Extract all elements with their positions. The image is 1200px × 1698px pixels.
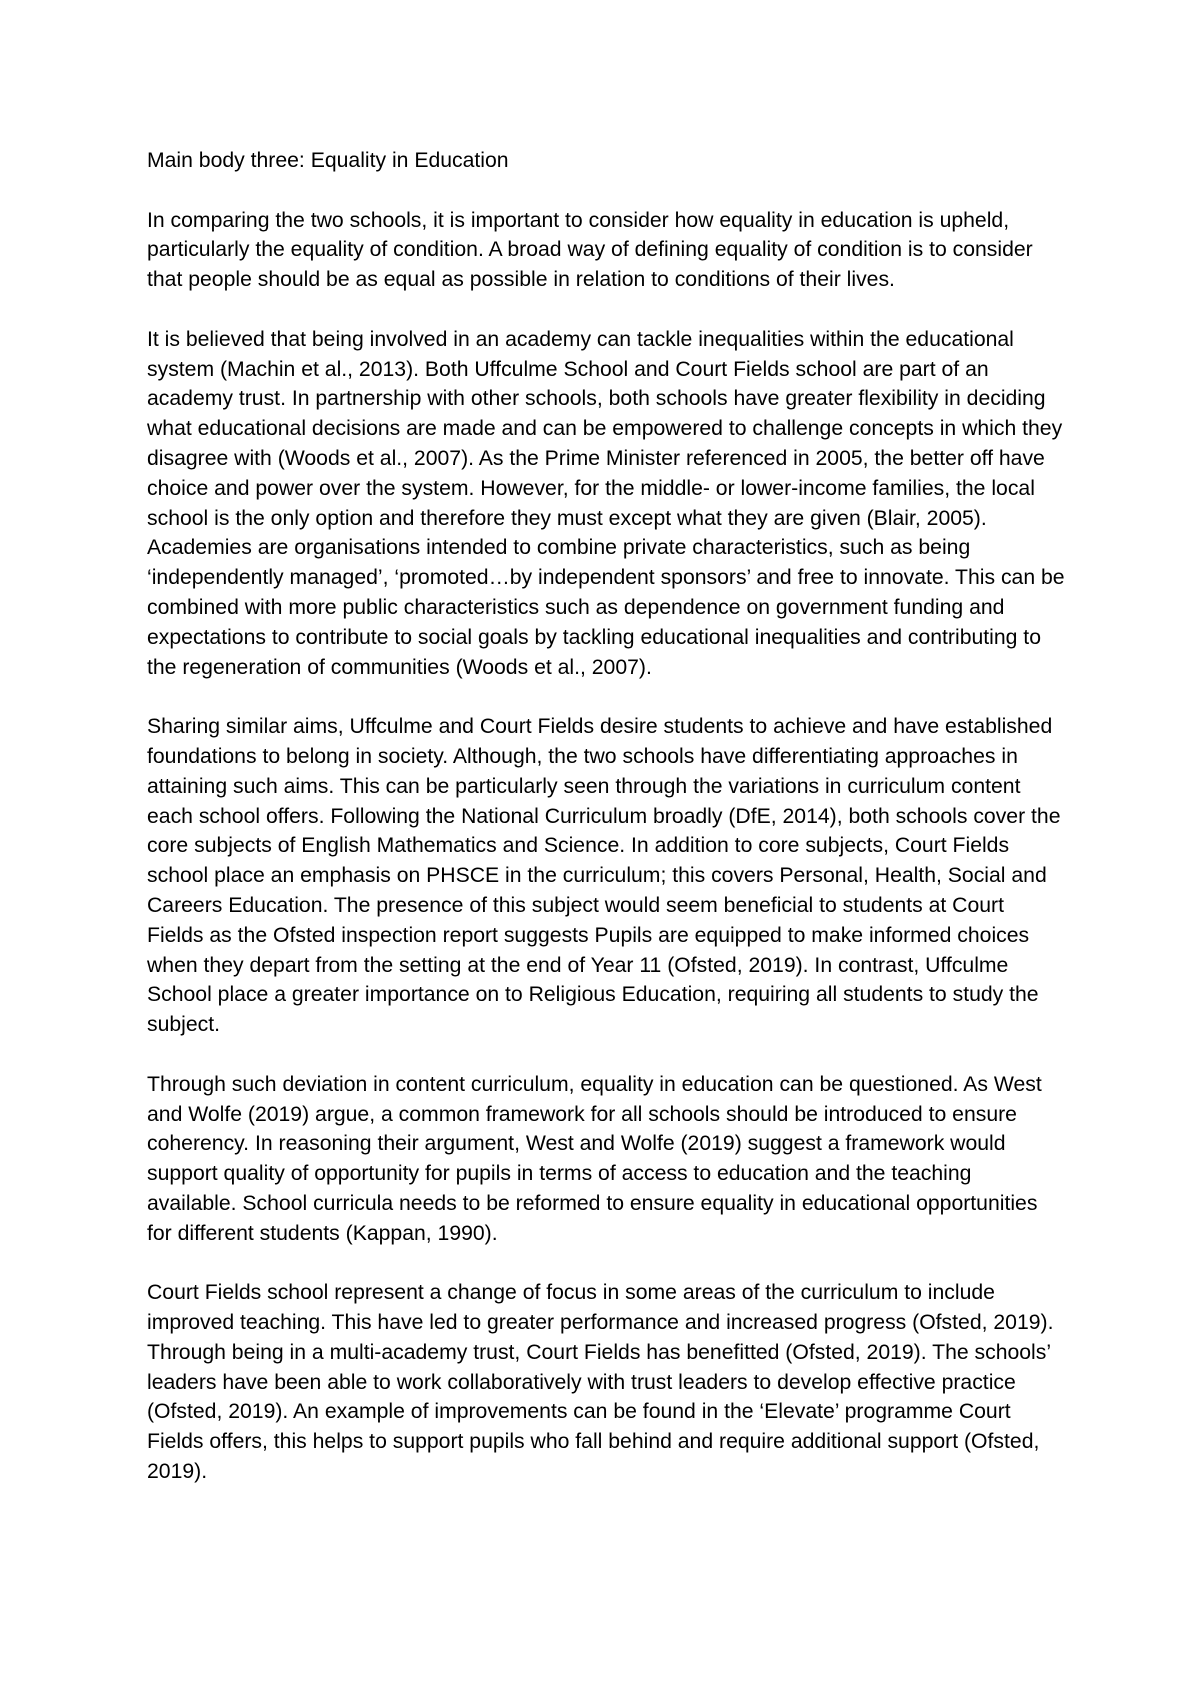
document-body: [147, 146, 1065, 1487]
paragraph-curriculum-content: Sharing similar aims, Uffculme and Court Fields desire students to achieve and have established foundations to belong in society. Although, the two schools have differentiating approaches in attaining such aims. This can be particularly seen through the variations in curriculum content each school offers. Following the National Curriculum broadly (DfE, 2014), both schools cover the core subjects of English Mathematics and Science. In addition to core subjects, Court Fields school place an emphasis on PHSCE in the curriculum; this covers Personal, Health, Social and Careers Education. The presence of this subject would seem beneficial to students at Court Fields as the Ofsted inspection report suggests Pupils are equipped to make informed choices when they depart from the setting at the end of Year 11 (Ofsted, 2019). In contrast, Uffculme School place a greater importance on to Religious Education, requiring all students to study the subject.: [147, 715, 1061, 1037]
paragraph-academy-trust: It is believed that being involved in an academy can tackle inequalities within the educational system (Machin et al., 2013). Both Uffculme School and Court Fields school are part of an academy trust. In partnership with other schools, both schools have greater flexibility in deciding what educational decisions are made and can be empowered to challenge concepts in which they disagree with (Woods et al., 2007). As the Prime Minister referenced in 2005, the better off have choice and power over the system. However, for the middle- or lower-income families, the local school is the only option and therefore they must except what they are given (Blair, 2005). Academies are organisations intended to combine private characteristics, such as being ‘independently managed’, ‘promoted…by independent sponsors’ and free to innovate. This can be combined with more public characteristics such as dependence on government funding and expectations to contribute to social goals by tackling educational inequalities and contributing to the regeneration of communities (Woods et al., 2007).: [147, 327, 1065, 679]
paragraph-common-framework: Through such deviation in content curriculum, equality in education can be questioned. As West and Wolfe (2019) argue, a common framework for all schools should be introduced to ensure coherency. In reasoning their argument, West and Wolfe (2019) suggest a framework would support quality of opportunity for pupils in terms of access to education and the teaching available. School curricula needs to be reformed to ensure equality in educational opportunities for different students (Kappan, 1990).: [147, 1072, 1042, 1245]
paragraph-court-fields-improvement: Court Fields school represent a change of focus in some areas of the curriculum to include improved teaching. This have led to greater performance and increased progress (Ofsted, 2019). Through being in a multi-academy trust, Court Fields has benefitted (Ofsted, 2019). The schools’ leaders have been able to work collaboratively with trust leaders to develop effective practice (Ofsted, 2019). An example of improvements can be found in the ‘Elevate’ programme Court Fields offers, this helps to support pupils who fall behind and require additional support (Ofsted, 2019).: [147, 1281, 1054, 1484]
paragraph-equality-of-condition: In comparing the two schools, it is important to consider how equality in education is upheld, particularly the equality of condition. A broad way of defining equality of condition is to consider that people should be as equal as possible in relation to conditions of their lives.: [147, 208, 1033, 292]
section-heading: Main body three: Equality in Education: [147, 149, 509, 172]
